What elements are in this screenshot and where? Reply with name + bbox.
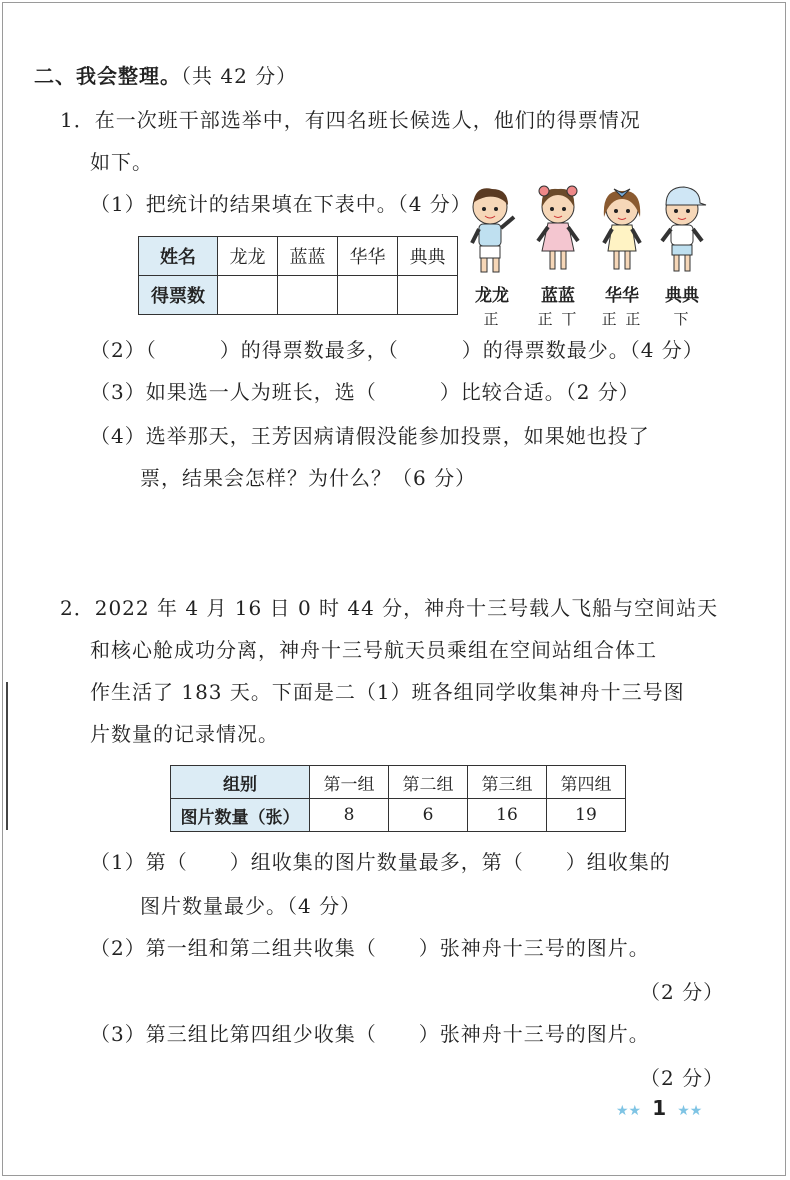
vote-table-name: 蓝蓝 [278, 237, 338, 276]
boy-diandian-illustration [654, 183, 710, 279]
kid-name: 华华 [605, 286, 639, 306]
girl-huahua-illustration [594, 183, 650, 279]
tally-mark: 正 丅 [537, 310, 579, 328]
tally-mark: 正 正 [601, 310, 643, 328]
vote-table-votes-row [139, 276, 458, 315]
page-number: 1 [652, 1096, 667, 1120]
q2-sub3: （3）第三组比第四组少收集（ ）张神舟十三号的图片。 [90, 1022, 650, 1046]
vote-count-cell[interactable] [278, 276, 338, 315]
q1-text-line1: 1．在一次班干部选举中，有四名班长候选人，他们的得票情况 [60, 108, 641, 132]
picture-count: 16 [468, 799, 547, 832]
tally-mark: 正 [483, 310, 501, 328]
group-name: 第四组 [547, 766, 626, 799]
vote-count-cell[interactable] [398, 276, 458, 315]
picture-table-row-label: 图片数量（张） [171, 799, 310, 832]
vote-table-header-label: 姓名 [139, 237, 218, 276]
q2-text-line2: 和核心舱成功分离，神舟十三号航天员乘组在空间站组合体工 [90, 638, 657, 662]
vote-table [138, 236, 458, 315]
section-heading [34, 64, 297, 88]
kid-name: 龙龙 [475, 286, 509, 306]
q1-sub1: （1）把统计的结果填在下表中。（4 分） [90, 192, 472, 216]
q1-text-line2: 如下。 [90, 150, 153, 174]
q1-sub2: （2）（ ）的得票数最多，（ ）的得票数最少。（4 分） [90, 338, 704, 362]
q1-sub4-line1: （4）选举那天，王芳因病请假没能参加投票，如果她也投了 [90, 424, 650, 448]
picture-table-header-row [171, 766, 626, 799]
picture-table-header-label: 组别 [171, 766, 310, 799]
group-name: 第二组 [389, 766, 468, 799]
vote-table-name: 龙龙 [218, 237, 278, 276]
vote-table-row-label: 得票数 [139, 276, 218, 315]
tally-mark: 下 [673, 310, 691, 328]
picture-table-count-row [171, 799, 626, 832]
q2-text-line3: 作生活了 183 天。下面是二（1）班各组同学收集神舟十三号图 [90, 680, 685, 704]
q2-text-line4: 片数量的记录情况。 [90, 722, 279, 746]
margin-bracket [6, 682, 12, 830]
q2-sub3-points: （2 分） [640, 1066, 725, 1090]
q2-sub2-points: （2 分） [640, 980, 725, 1004]
vote-table-name: 华华 [338, 237, 398, 276]
star-icon: ★★ [616, 1103, 642, 1119]
picture-count: 8 [310, 799, 389, 832]
q2-sub1-line2: 图片数量最少。（4 分） [140, 894, 362, 918]
q2-sub1-line1: （1）第（ ）组收集的图片数量最多，第（ ）组收集的 [90, 850, 671, 874]
vote-count-cell[interactable] [338, 276, 398, 315]
kid-name: 蓝蓝 [541, 286, 575, 306]
group-name: 第三组 [468, 766, 547, 799]
q1-sub4-line2: 票，结果会怎样？为什么？（6 分） [140, 466, 477, 490]
section-title: 二、我会整理。 [34, 64, 181, 88]
picture-count: 6 [389, 799, 468, 832]
picture-count-table [170, 765, 626, 832]
boy-longlong-illustration [464, 183, 524, 279]
q2-text-line1: 2．2022 年 4 月 16 日 0 时 44 分，神舟十三号载人飞船与空间站天 [60, 596, 719, 620]
section-points: （共 42 分） [181, 64, 298, 88]
vote-count-cell[interactable] [218, 276, 278, 315]
q2-sub2: （2）第一组和第二组共收集（ ）张神舟十三号的图片。 [90, 936, 650, 960]
girl-lanlan-illustration [530, 183, 586, 279]
page-footer [616, 1096, 702, 1120]
vote-table-header-row [139, 237, 458, 276]
picture-count: 19 [547, 799, 626, 832]
vote-table-name: 典典 [398, 237, 458, 276]
q1-sub3: （3）如果选一人为班长，选（ ）比较合适。（2 分） [90, 380, 640, 404]
group-name: 第一组 [310, 766, 389, 799]
star-icon: ★★ [677, 1103, 703, 1119]
kid-name: 典典 [665, 286, 699, 306]
